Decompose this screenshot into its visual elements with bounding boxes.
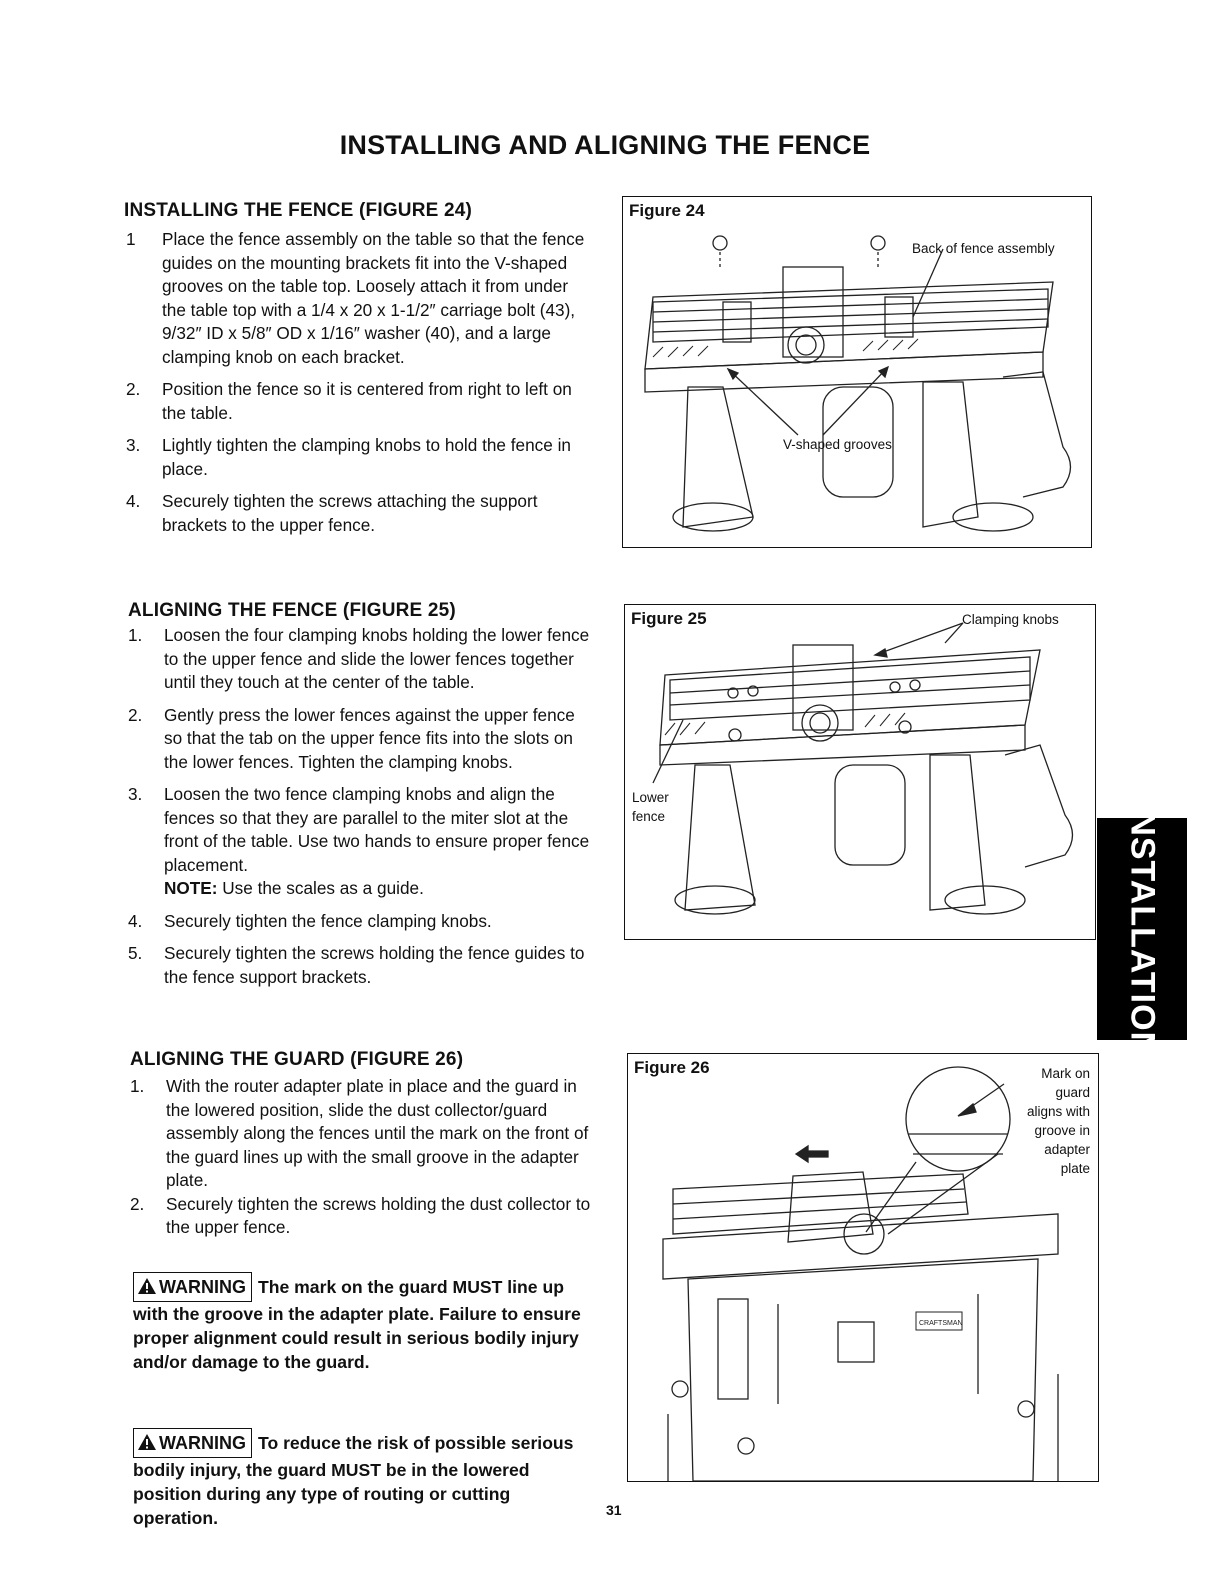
section-heading-aligning-fence: ALIGNING THE FENCE (FIGURE 25) xyxy=(128,600,456,621)
figure-26-title: Figure 26 xyxy=(634,1058,710,1077)
list-item: 2. Securely tighten the screws holding the dust collector to the upper fence. xyxy=(130,1193,591,1237)
list-item: 3. Lightly tighten the clamping knobs to hold the fence in place. xyxy=(126,435,571,479)
page-title: INSTALLING AND ALIGNING THE FENCE xyxy=(339,130,871,160)
installation-side-tab xyxy=(1097,800,1187,1058)
craftsman-plate-label: CRAFTSMAN xyxy=(919,1320,963,1327)
aligning-guard-steps xyxy=(130,1075,595,1249)
callout-clamping-knobs: Clamping knobs xyxy=(962,612,1059,627)
figure-24 xyxy=(622,196,1092,548)
section-heading-aligning-guard: ALIGNING THE GUARD (FIGURE 26) xyxy=(130,1049,464,1070)
warning-badge: WARNING xyxy=(133,1428,252,1458)
warning-triangle-icon xyxy=(137,1433,157,1451)
list-item: 1 Place the fence assembly on the table so that the fence guides on the mounting brackets fit into the V-shaped grooves on the table top. Loosely attach it from under the table top with a 1/4 x 20 x 1-1/2″ carriage bolt (43), 9/32″ ID x 5/8″ OD x 1/16″ washer (40), and a large clamping knob on each bracket. xyxy=(126,229,585,367)
figure-26 xyxy=(627,1053,1099,1482)
list-item: 4. Securely tighten the fence clamping knobs. xyxy=(128,910,492,931)
side-tab-label: INSTALLATION xyxy=(1123,800,1162,1058)
list-item: 1. Loosen the four clamping knobs holding the lower fence to the upper fence and slide the lower fences together until they touch at the center of the table. xyxy=(128,625,590,692)
figure-24-title: Figure 24 xyxy=(629,201,705,220)
aligning-fence-steps xyxy=(128,624,593,998)
list-item: 5. Securely tighten the screws holding the fence guides to the fence support brackets. xyxy=(128,943,585,987)
list-item: 4. Securely tighten the screws attaching the support brackets to the upper fence. xyxy=(126,491,538,535)
section-heading-installing-fence: INSTALLING THE FENCE (FIGURE 24) xyxy=(124,200,473,221)
callout-back-of-fence: Back of fence assembly xyxy=(912,241,1055,256)
list-item: 2. Gently press the lower fences against the upper fence so that the tab on the upper fence fits into the slots on the lower fences. Tighten the clamping knobs. xyxy=(128,704,575,772)
figure-25-title: Figure 25 xyxy=(631,609,707,628)
fence-alignment-illustration xyxy=(625,605,1095,939)
page-number: 31 xyxy=(606,1502,622,1518)
list-item: 2. Position the fence so it is centered from right to left on the table. xyxy=(126,379,572,423)
figure-25 xyxy=(624,604,1096,940)
warning-triangle-icon xyxy=(137,1277,157,1295)
list-item: 1. With the router adapter plate in place and the guard in the lowered position, slide the dust collector/guard assembly along the fences until the mark on the front of the guard lines up with the small groove in the adapter plate. xyxy=(130,1076,589,1190)
callout-mark-on-guard: Mark on guard aligns with groove in adapter plate xyxy=(1026,1066,1090,1176)
list-item: 3. Loosen the two fence clamping knobs and align the fences so that they are parallel to the miter slot at the front of the table. Use two hands to ensure proper fence placement. NOTE: Use the scales as a guide. xyxy=(128,784,590,898)
warning-guard-alignment: WARNING The mark on the guard MUST line up with the groove in the adapter plate. Failure to ensure proper alignment could result in serious bodily injury and/or damage to the guard. xyxy=(133,1272,583,1374)
warning-badge: WARNING xyxy=(133,1272,252,1302)
callout-lower-fence: Lower fence xyxy=(632,790,669,824)
installing-fence-steps xyxy=(126,228,591,546)
warning-guard-lowered: WARNING To reduce the risk of possible serious bodily injury, the guard MUST be in the lowered position during any type of routing or cutting operation. xyxy=(133,1428,583,1530)
callout-v-shaped-grooves: V-shaped grooves xyxy=(783,437,892,452)
